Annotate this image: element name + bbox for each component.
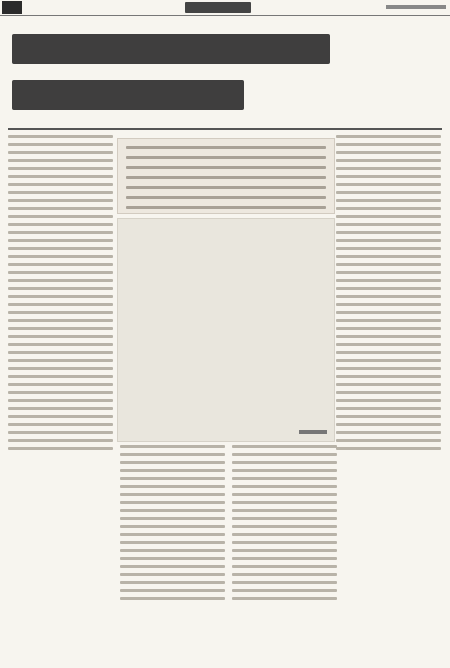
article-summary	[117, 138, 335, 214]
headline-line-2	[12, 80, 244, 110]
image-caption	[299, 430, 327, 434]
article-column-2	[120, 445, 225, 660]
headline-line-1	[12, 34, 330, 64]
headline-divider	[8, 128, 442, 130]
article-headline	[12, 34, 432, 116]
article-column-1	[8, 135, 113, 660]
article-column-3	[232, 445, 337, 660]
article-image	[117, 218, 335, 442]
section-tag	[2, 1, 22, 14]
issue-date	[386, 5, 446, 9]
newspaper-logo	[185, 2, 251, 13]
newspaper-header	[0, 0, 450, 16]
article-column-4	[336, 135, 441, 660]
